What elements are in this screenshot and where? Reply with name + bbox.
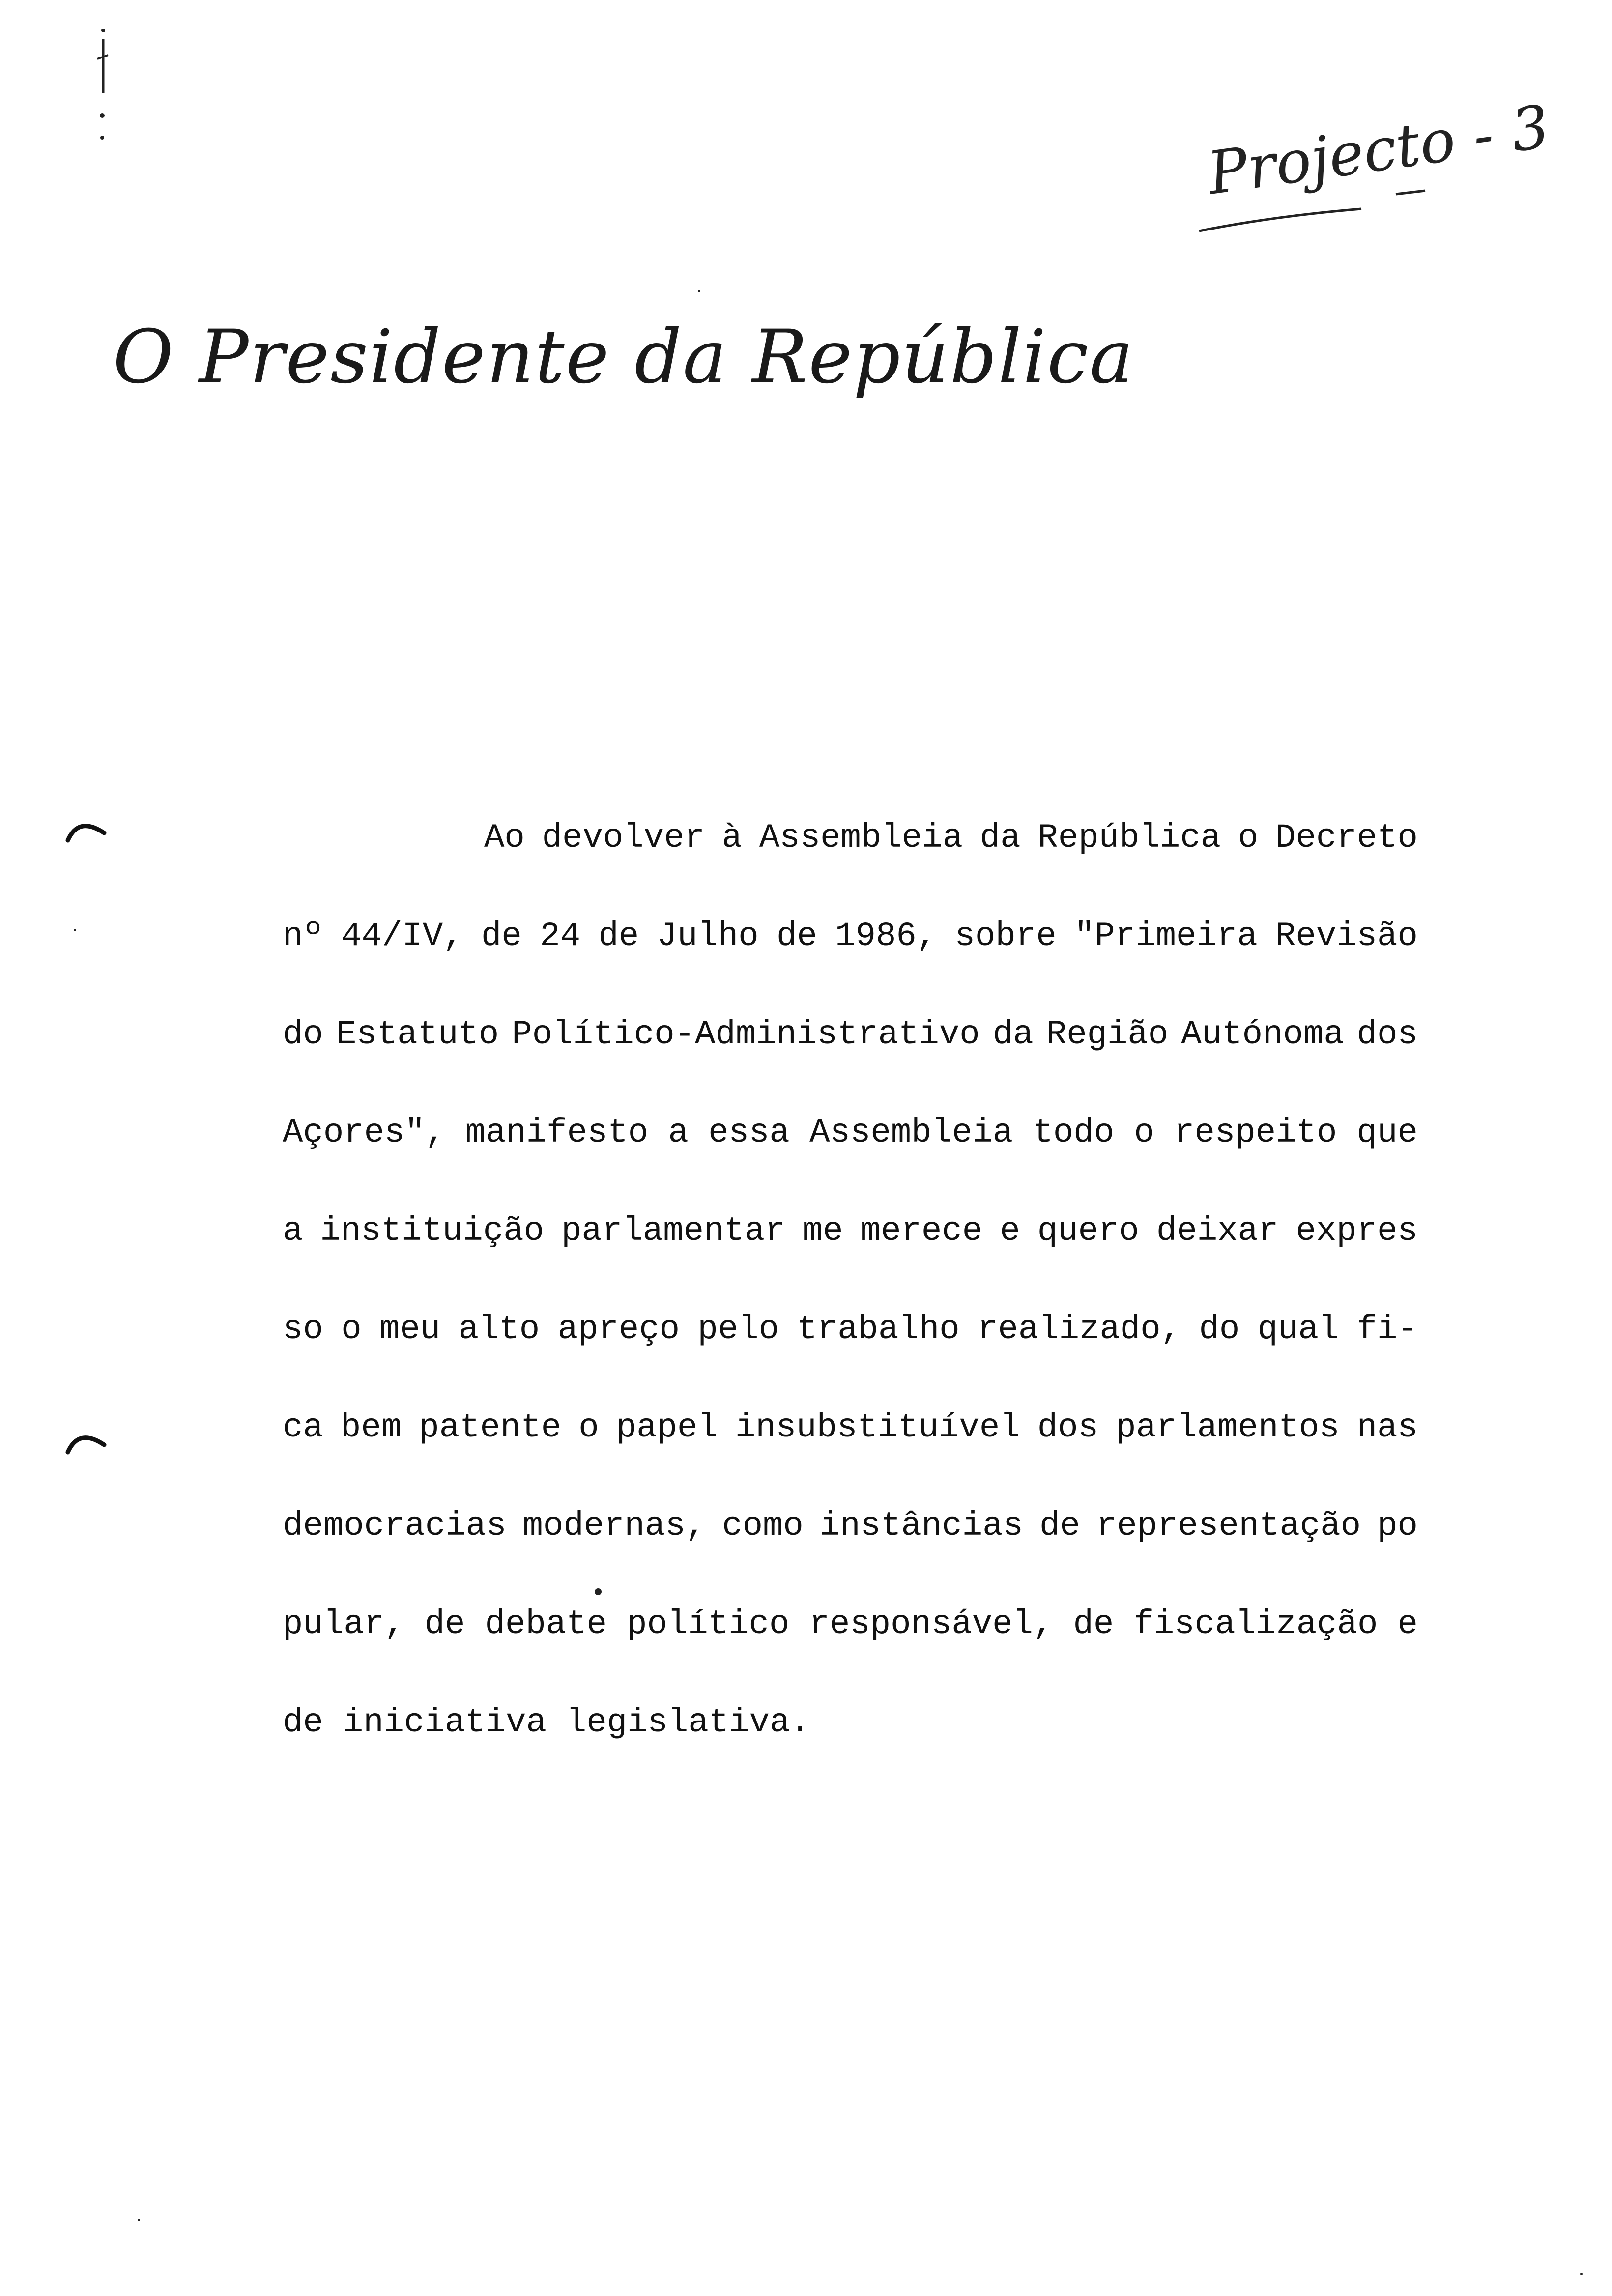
body-line: so o meu alto apreço pelo trabalho realizado, do qual fi-: [283, 1310, 1418, 1349]
handwritten-annotation: [1199, 92, 1554, 246]
letter-body: [283, 813, 1418, 1796]
body-line: ca bem patente o papel insubstituível dos parlamentos nas: [283, 1408, 1418, 1447]
body-line: nº 44/IV, de 24 de Julho de 1986, sobre "Primeira Revisão: [283, 917, 1418, 955]
body-line: democracias modernas, como instâncias de representação po: [283, 1507, 1418, 1545]
scan-speck: [74, 929, 76, 931]
scan-speck: [1580, 2273, 1583, 2275]
corner-mark-icon: [93, 25, 113, 138]
punch-hole-mark-icon: [64, 1425, 108, 1460]
body-line: Ao devolver à Assembleia da República o Decreto: [484, 819, 1418, 857]
letterhead-title: O Presidente da República: [113, 315, 1135, 400]
body-line: de iniciativa legislativa.: [283, 1703, 810, 1742]
body-line: do Estatuto Político-Administrativo da Região Autónoma dos: [283, 1015, 1418, 1054]
body-line: Açores", manifesto a essa Assembleia todo o respeito que: [283, 1114, 1418, 1152]
punch-hole-mark-icon: [64, 813, 108, 848]
body-line: pular, de debate político responsável, de fiscalização e: [283, 1605, 1418, 1643]
annotation-text: Projecto - 3: [1204, 92, 1554, 208]
scan-speck: [138, 2219, 140, 2221]
scan-speck: [698, 290, 700, 292]
body-line: a instituição parlamentar me merece e quero deixar expres: [283, 1212, 1418, 1250]
